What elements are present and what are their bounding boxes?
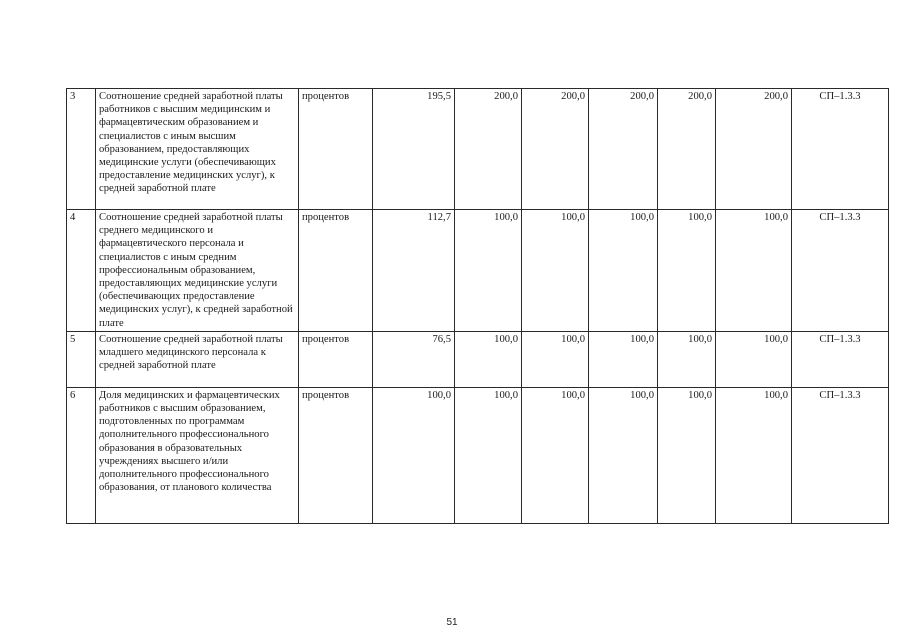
- value-cell: 100,0: [522, 387, 589, 523]
- value-cell: 100,0: [589, 331, 658, 387]
- row-number: 3: [67, 89, 96, 210]
- value-cell: 100,0: [658, 331, 716, 387]
- value-cell: 100,0: [658, 210, 716, 332]
- row-number: 4: [67, 210, 96, 332]
- unit-cell: процентов: [299, 387, 373, 523]
- value-cell: 100,0: [455, 331, 522, 387]
- value-cell: 112,7: [373, 210, 455, 332]
- source-cell: СП–1.3.3: [792, 387, 889, 523]
- row-number: 6: [67, 387, 96, 523]
- value-cell: 200,0: [658, 89, 716, 210]
- value-cell: 100,0: [658, 387, 716, 523]
- row-number: 5: [67, 331, 96, 387]
- value-cell: 76,5: [373, 331, 455, 387]
- value-cell: 200,0: [522, 89, 589, 210]
- indicator-name: Доля медицинских и фармацевтических работников с высшим образованием, подготовленных по программам дополнительного профессионального образования в образовательных учреждениях высшего и/или дополнительного профессионального образования, от планового количества: [96, 387, 299, 523]
- value-cell: 200,0: [716, 89, 792, 210]
- table-row: [67, 210, 889, 332]
- unit-cell: процентов: [299, 210, 373, 332]
- unit-cell: процентов: [299, 89, 373, 210]
- table-row: [67, 89, 889, 210]
- table-row: [67, 331, 889, 387]
- value-cell: 100,0: [522, 331, 589, 387]
- value-cell: 100,0: [522, 210, 589, 332]
- indicator-name: Соотношение средней заработной платы среднего медицинского и фармацевтического персонала и специалистов с иным средним профессиональным образованием, предоставляющих медицинские услуги (обеспечивающих предоставление медицинских услуг), к средней заработной плате: [96, 210, 299, 332]
- value-cell: 200,0: [589, 89, 658, 210]
- value-cell: 195,5: [373, 89, 455, 210]
- source-cell: СП–1.3.3: [792, 210, 889, 332]
- value-cell: 100,0: [716, 387, 792, 523]
- value-cell: 100,0: [455, 210, 522, 332]
- source-cell: СП–1.3.3: [792, 331, 889, 387]
- value-cell: 100,0: [455, 387, 522, 523]
- value-cell: 100,0: [716, 331, 792, 387]
- value-cell: 100,0: [373, 387, 455, 523]
- table-row: [67, 387, 889, 523]
- source-cell: СП–1.3.3: [792, 89, 889, 210]
- value-cell: 200,0: [455, 89, 522, 210]
- page-number: 51: [446, 617, 458, 628]
- unit-cell: процентов: [299, 331, 373, 387]
- indicator-name: Соотношение средней заработной платы работников с высшим медицинским и фармацевтическим образованием и специалистов с иным высшим образованием, предоставляющих медицинские услуги (обеспечивающих предоставление медицинских услуг), к средней заработной плате: [96, 89, 299, 210]
- indicator-name: Соотношение средней заработной платы младшего медицинского персонала к средней заработной плате: [96, 331, 299, 387]
- value-cell: 100,0: [589, 387, 658, 523]
- value-cell: 100,0: [716, 210, 792, 332]
- indicators-table: [66, 88, 889, 524]
- value-cell: 100,0: [589, 210, 658, 332]
